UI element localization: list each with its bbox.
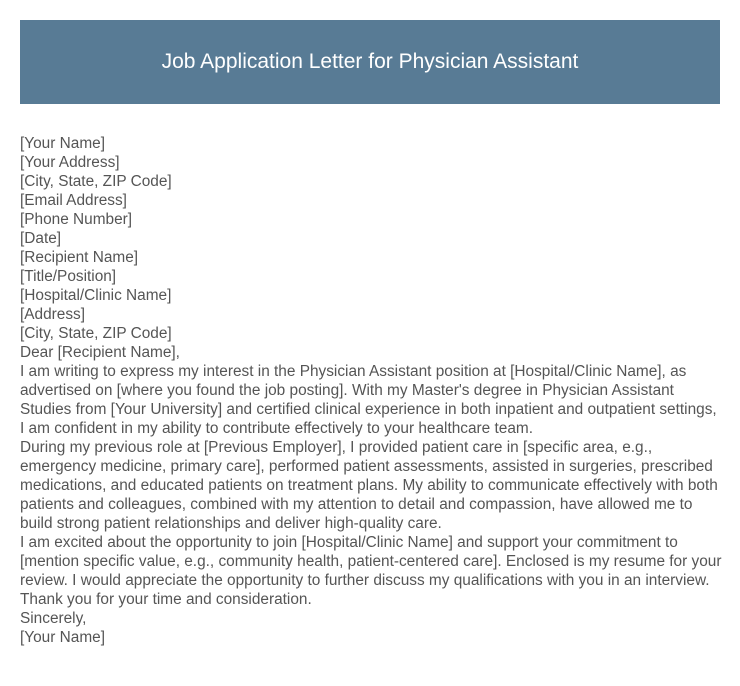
- sender-phone: [Phone Number]: [20, 211, 133, 228]
- recipient-title: [Title/Position]: [20, 268, 117, 285]
- letter-body: [20, 134, 725, 647]
- recipient-address: [Address]: [20, 306, 86, 323]
- paragraph-interest: I am excited about the opportunity to join [Hospital/Clinic Name] and support your commitment to [mention specific value, e.g., community health, patient-centered care]. Enclosed is my resume for your review. I would appreciate the opportunity to further discuss my qualifications with you in an interview.: [20, 534, 722, 589]
- recipient-organization: [Hospital/Clinic Name]: [20, 287, 172, 304]
- recipient-name: [Recipient Name]: [20, 249, 139, 266]
- page-title: Job Application Letter for Physician Assistant: [161, 50, 579, 73]
- paragraph-experience: During my previous role at [Previous Employer], I provided patient care in [specific area, e.g., emergency medicine, primary care], performed patient assessments, assisted in surgeries, prescribed medications, and educated patients on treatment plans. My ability to communicate effectively with both patients and colleagues, combined with my attention to detail and compassion, have allowed me to build strong patient relationships and deliver high-quality care.: [20, 439, 718, 532]
- sender-email: [Email Address]: [20, 192, 127, 209]
- letter-date: [Date]: [20, 230, 62, 247]
- paragraph-intro: I am writing to express my interest in the Physician Assistant position at [Hospital/Clinic Name], as advertised on [where you found the job posting]. With my Master's degree in Physician Assistant Studies from [Your University] and certified clinical experience in both inpatient and outpatient settings, I am confident in my ability to contribute effectively to your healthcare team.: [20, 363, 717, 437]
- salutation: Dear [Recipient Name],: [20, 344, 180, 361]
- signature: [Your Name]: [20, 629, 105, 646]
- recipient-block: [20, 248, 725, 343]
- recipient-city-state-zip: [City, State, ZIP Code]: [20, 325, 172, 342]
- sender-city-state-zip: [City, State, ZIP Code]: [20, 173, 172, 190]
- page-header: [20, 20, 720, 104]
- sender-name: [Your Name]: [20, 135, 105, 152]
- closing: Sincerely,: [20, 610, 87, 627]
- paragraph-thanks: Thank you for your time and consideration.: [20, 591, 312, 608]
- sender-block: [20, 134, 725, 248]
- sender-address: [Your Address]: [20, 154, 120, 171]
